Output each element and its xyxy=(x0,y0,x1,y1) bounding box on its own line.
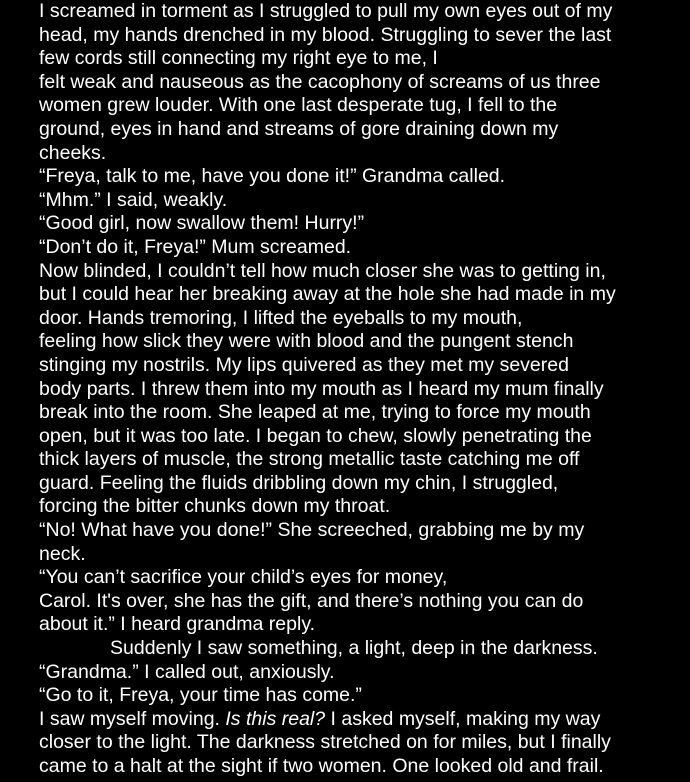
text-line: about it.” I heard grandma reply. xyxy=(39,613,316,636)
text-line: guard. Feeling the fluids dribbling down my chin, I struggled, xyxy=(39,471,559,494)
text-segment: I saw myself moving. xyxy=(39,707,226,730)
text-line: “You can’t sacrifice your child’s eyes for money, xyxy=(39,566,448,589)
text-line: few cords still connecting my right eye to me, I xyxy=(39,47,438,70)
text-line: “Don’t do it, Freya!” Mum screamed. xyxy=(39,235,352,258)
text-line: door. Hands tremoring, I lifted the eyeballs to my mouth, xyxy=(39,306,523,329)
text-line: feeling how slick they were with blood and the pungent stench xyxy=(39,330,574,353)
text-line: “Grandma.” I called out, anxiously. xyxy=(39,660,335,683)
text-line: “No! What have you done!” She screeched, grabbing me by my xyxy=(39,519,585,542)
text-line: cheeks. xyxy=(39,141,107,164)
text-line: break into the room. She leaped at me, trying to force my mouth xyxy=(39,401,591,424)
italic-thought: Is this real? xyxy=(225,707,326,730)
text-line-with-italic xyxy=(39,708,679,732)
text-line: came to a halt at the sight if two women. One looked old and frail. xyxy=(39,755,604,777)
text-line: body parts. I threw them into my mouth as I heard my mum finally xyxy=(39,377,604,400)
text-line: closer to the light. The darkness stretched on for miles, but I finally xyxy=(39,731,611,754)
indented-text-line: Suddenly I saw something, a light, deep in the darkness. xyxy=(110,637,598,660)
text-line: felt weak and nauseous as the cacophony of screams of us three xyxy=(39,70,601,93)
text-line: “Freya, talk to me, have you done it!” Grandma called. xyxy=(39,165,506,188)
text-line: women grew louder. With one last desperate tug, I fell to the xyxy=(39,94,558,117)
text-line: “Mhm.” I said, weakly. xyxy=(39,188,228,211)
text-line: “Go to it, Freya, your time has come.” xyxy=(39,684,362,707)
text-line: forcing the bitter chunks down my throat. xyxy=(39,495,391,518)
text-line: Now blinded, I couldn’t tell how much closer she was to getting in, xyxy=(39,259,606,282)
text-line: stinging my nostrils. My lips quivered as they met my severed xyxy=(39,353,569,376)
text-line: but I could hear her breaking away at the hole she had made in my xyxy=(39,283,616,306)
text-line: thick layers of muscle, the strong metallic taste catching me off xyxy=(39,448,580,471)
text-line: open, but it was too late. I began to chew, slowly penetrating the xyxy=(39,424,592,447)
text-segment: I asked myself, making my way xyxy=(325,707,601,730)
text-line: neck. xyxy=(39,542,86,565)
text-line: Carol. It's over, she has the gift, and there’s nothing you can do xyxy=(39,589,584,612)
text-line: I screamed in torment as I struggled to pull my own eyes out of my xyxy=(39,0,613,22)
text-line: head, my hands drenched in my blood. Struggling to sever the last xyxy=(39,23,612,46)
text-line: “Good girl, now swallow them! Hurry!” xyxy=(39,212,365,235)
story-text-page xyxy=(39,0,679,779)
text-line: ground, eyes in hand and streams of gore draining down my xyxy=(39,117,559,140)
